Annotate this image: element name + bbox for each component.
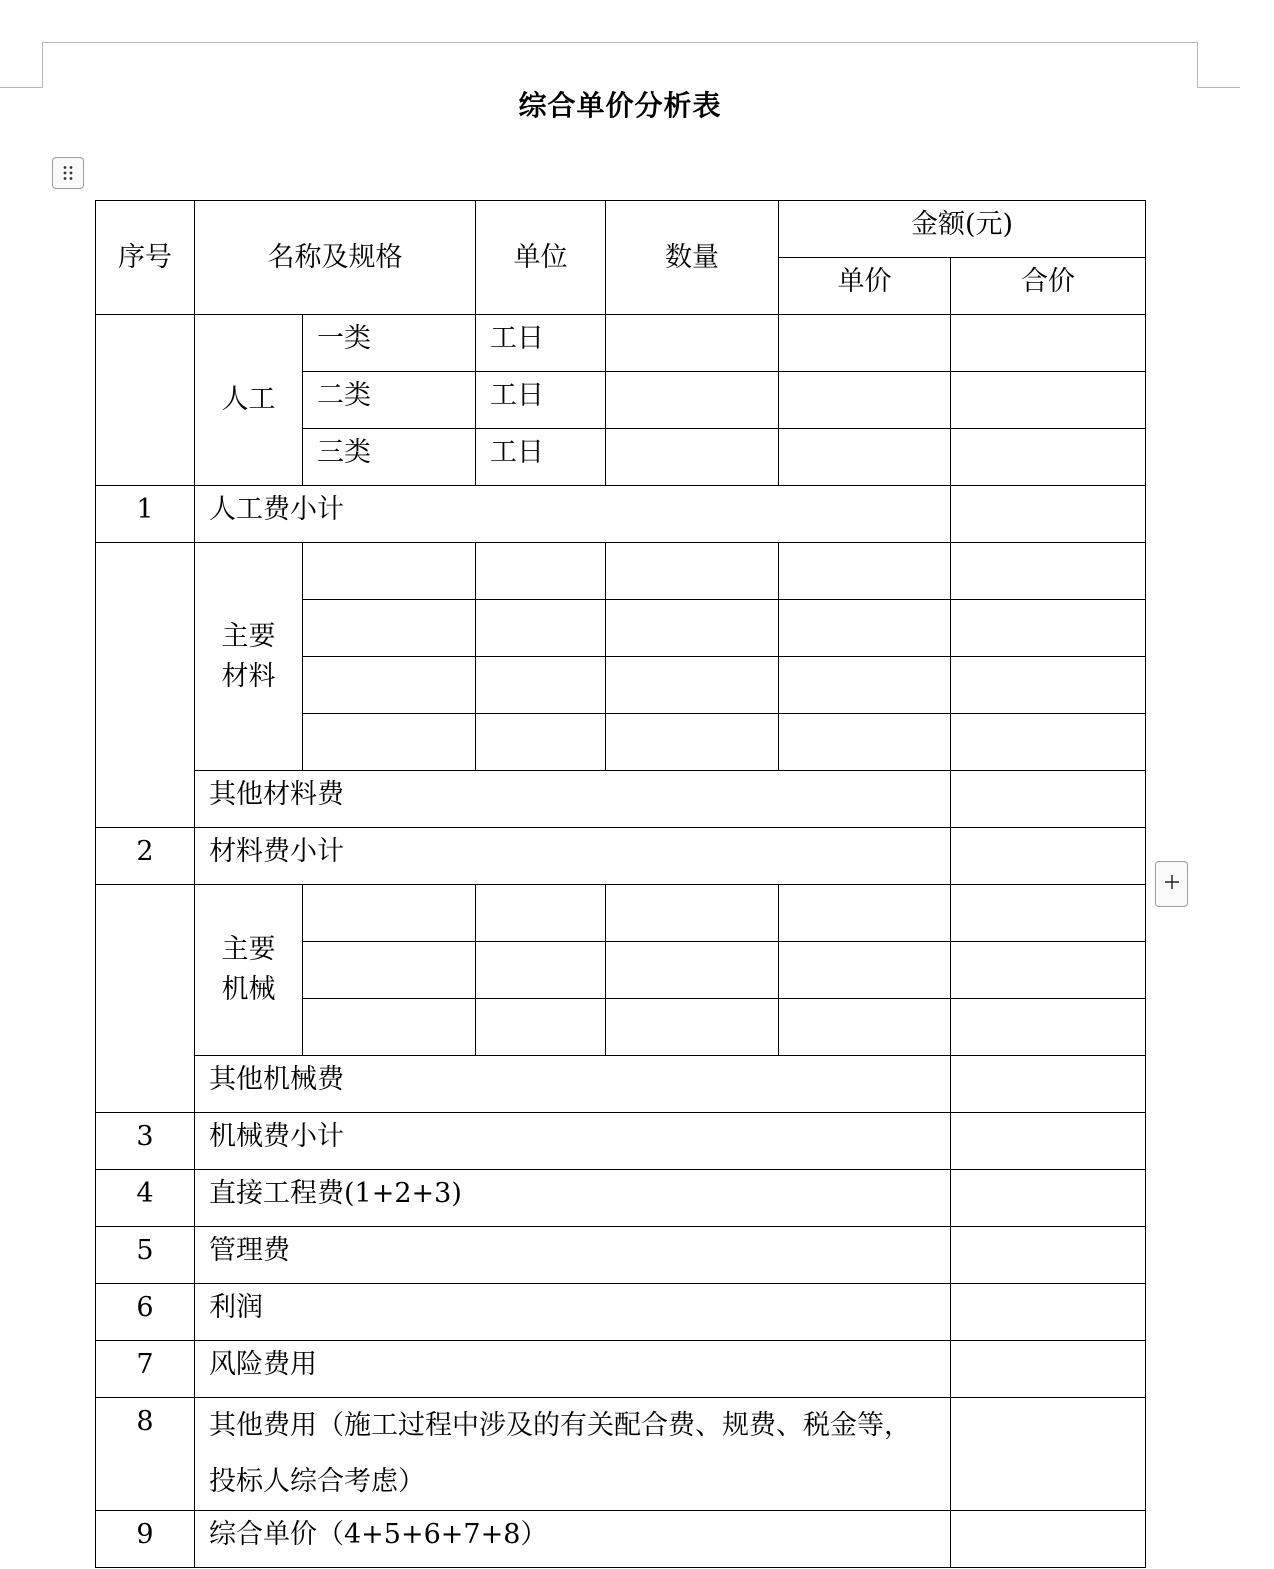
table-cell <box>951 771 1146 828</box>
labor-unit-1: 工日 <box>476 315 606 372</box>
row-number-8: 8 <box>96 1398 195 1511</box>
labor-group-label: 人工 <box>195 315 303 486</box>
row-number-9: 9 <box>96 1511 195 1568</box>
row-number-3: 3 <box>96 1113 195 1170</box>
add-row-button[interactable] <box>1155 861 1188 907</box>
table-cell <box>606 714 779 771</box>
materials-subtotal-label: 材料费小计 <box>195 828 951 885</box>
table-cell <box>96 315 195 486</box>
table-cell <box>303 999 476 1056</box>
page-corner-left-vertical <box>42 42 43 87</box>
direct-cost-label: 直接工程费(1+2+3) <box>195 1170 951 1227</box>
table-cell <box>951 1511 1146 1568</box>
table-cell <box>779 942 951 999</box>
machinery-group-line-2: 机械 <box>221 974 276 1005</box>
table-cell <box>476 543 606 600</box>
other-fees-line-1: 其他费用（施工过程中涉及的有关配合费、规费、税金等， <box>209 1410 911 1441</box>
table-cell <box>606 942 779 999</box>
materials-group-label <box>195 543 303 771</box>
table-cell <box>606 315 779 372</box>
table-cell <box>951 600 1146 657</box>
table-cell <box>606 999 779 1056</box>
risk-fee-label: 风险费用 <box>195 1341 951 1398</box>
profit-label: 利润 <box>195 1284 951 1341</box>
other-machinery-label: 其他机械费 <box>195 1056 951 1113</box>
materials-group-line-2: 材料 <box>221 660 276 692</box>
table-cell <box>779 372 951 429</box>
table-cell <box>951 999 1146 1056</box>
table-cell <box>476 999 606 1056</box>
table-cell <box>96 885 195 1113</box>
table-cell <box>96 543 195 828</box>
table-cell <box>951 1170 1146 1227</box>
machinery-subtotal-label: 机械费小计 <box>195 1113 951 1170</box>
table-cell <box>951 885 1146 942</box>
page-title: 综合单价分析表 <box>518 89 722 122</box>
drag-handle-icon <box>62 165 74 181</box>
header-seq: 序号 <box>96 201 195 315</box>
table-cell <box>476 600 606 657</box>
machinery-group-label <box>195 885 303 1056</box>
table-cell <box>951 429 1146 486</box>
row-number-7: 7 <box>96 1341 195 1398</box>
table-cell <box>951 543 1146 600</box>
table-cell <box>951 1227 1146 1284</box>
labor-class-2: 二类 <box>303 372 476 429</box>
table-cell <box>951 1056 1146 1113</box>
table-cell <box>951 828 1146 885</box>
header-unit: 单位 <box>476 201 606 315</box>
labor-unit-3: 工日 <box>476 429 606 486</box>
table-cell <box>476 657 606 714</box>
table-cell <box>951 1341 1146 1398</box>
table-cell <box>303 942 476 999</box>
machinery-group-line-1: 主要 <box>221 934 276 965</box>
header-amount: 金额(元) <box>779 201 1146 258</box>
header-name-spec: 名称及规格 <box>195 201 476 315</box>
unit-price-analysis-table <box>95 200 1146 1568</box>
row-number-6: 6 <box>96 1284 195 1341</box>
table-move-handle[interactable] <box>52 157 84 189</box>
table-cell <box>476 885 606 942</box>
labor-class-1: 一类 <box>303 315 476 372</box>
row-number-4: 4 <box>96 1170 195 1227</box>
table-cell <box>951 657 1146 714</box>
table-cell <box>951 1284 1146 1341</box>
table-cell <box>476 942 606 999</box>
other-fees-label <box>195 1398 951 1511</box>
other-fees-line-2: 投标人综合考虑） <box>209 1466 425 1497</box>
materials-group-line-1: 主要 <box>221 620 276 652</box>
table-cell <box>951 486 1146 543</box>
header-total-price: 合价 <box>951 258 1146 315</box>
labor-subtotal-label: 人工费小计 <box>195 486 951 543</box>
plus-icon <box>1163 873 1181 895</box>
labor-unit-2: 工日 <box>476 372 606 429</box>
table-cell <box>779 999 951 1056</box>
table-cell <box>779 543 951 600</box>
table-cell <box>951 1113 1146 1170</box>
table-cell <box>476 714 606 771</box>
table-cell <box>951 1398 1146 1511</box>
table-cell <box>779 885 951 942</box>
row-number-1: 1 <box>96 486 195 543</box>
page-corner-top-line <box>42 42 1198 43</box>
table-cell <box>606 429 779 486</box>
table-cell <box>951 714 1146 771</box>
table-cell <box>951 942 1146 999</box>
table-cell <box>606 600 779 657</box>
table-cell <box>606 657 779 714</box>
row-number-2: 2 <box>96 828 195 885</box>
table-cell <box>606 372 779 429</box>
table-cell <box>779 600 951 657</box>
header-quantity: 数量 <box>606 201 779 315</box>
table-cell <box>606 543 779 600</box>
table-cell <box>606 885 779 942</box>
table-cell <box>303 543 476 600</box>
table-cell <box>779 657 951 714</box>
table-cell <box>951 372 1146 429</box>
other-materials-label: 其他材料费 <box>195 771 951 828</box>
table-cell <box>779 315 951 372</box>
page-corner-right-vertical <box>1197 42 1198 87</box>
comprehensive-unit-price-label: 综合单价（4+5+6+7+8） <box>195 1511 951 1568</box>
labor-class-3: 三类 <box>303 429 476 486</box>
table-cell <box>303 657 476 714</box>
table-cell <box>303 714 476 771</box>
table-cell <box>779 429 951 486</box>
management-fee-label: 管理费 <box>195 1227 951 1284</box>
table-cell <box>779 714 951 771</box>
table-cell <box>303 885 476 942</box>
row-number-5: 5 <box>96 1227 195 1284</box>
header-unit-price: 单价 <box>779 258 951 315</box>
table-cell <box>303 600 476 657</box>
table-cell <box>951 315 1146 372</box>
